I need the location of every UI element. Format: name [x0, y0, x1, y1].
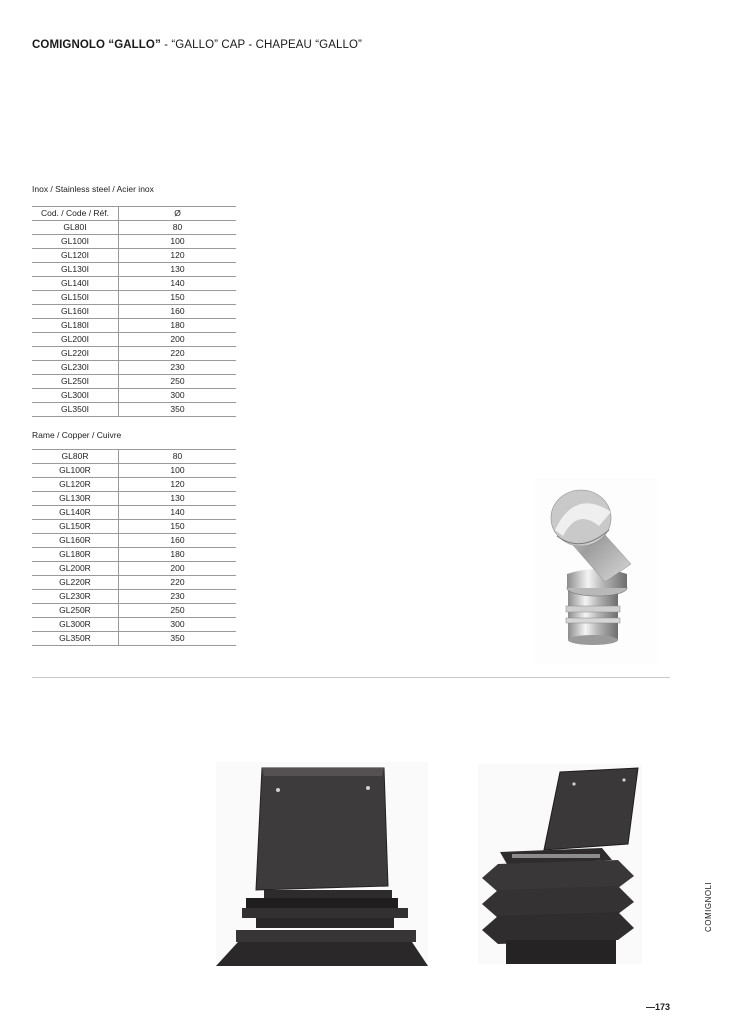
section-side-label: COMIGNOLI	[704, 881, 713, 932]
product-code: GL140I	[32, 277, 119, 291]
diameter-value: 350	[119, 403, 237, 417]
diameter-value: 120	[119, 249, 237, 263]
product-code: GL100R	[32, 464, 119, 478]
table-row	[32, 347, 236, 361]
product-code: GL250I	[32, 375, 119, 389]
table-row	[32, 506, 236, 520]
table-row	[32, 548, 236, 562]
table-row	[32, 333, 236, 347]
table-row	[32, 562, 236, 576]
table-row	[32, 464, 236, 478]
diameter-value: 140	[119, 506, 237, 520]
diameter-value: 130	[119, 263, 237, 277]
table-row	[32, 618, 236, 632]
product-code: GL220R	[32, 576, 119, 590]
table-row	[32, 361, 236, 375]
diameter-value: 100	[119, 464, 237, 478]
title-bold: COMIGNOLO “GALLO”	[32, 39, 161, 51]
diameter-value: 120	[119, 478, 237, 492]
page-title	[32, 39, 362, 51]
product-code: GL130I	[32, 263, 119, 277]
diameter-value: 200	[119, 333, 237, 347]
open-chimney-cap-photo	[216, 762, 428, 966]
table-row	[32, 319, 236, 333]
product-code: GL120R	[32, 478, 119, 492]
table-row	[32, 450, 236, 464]
table-row	[32, 235, 236, 249]
diameter-value: 230	[119, 361, 237, 375]
product-code: GL150R	[32, 520, 119, 534]
product-code: GL180R	[32, 548, 119, 562]
diameter-value: 220	[119, 576, 237, 590]
product-code: GL230R	[32, 590, 119, 604]
table-row	[32, 520, 236, 534]
code-column-header: Cod. / Code / Réf.	[32, 207, 119, 221]
table-row	[32, 277, 236, 291]
table-row	[32, 291, 236, 305]
diameter-value: 180	[119, 319, 237, 333]
table-header-row	[32, 207, 236, 221]
table-row	[32, 534, 236, 548]
diameter-value: 300	[119, 389, 237, 403]
table-row	[32, 375, 236, 389]
product-code: GL250R	[32, 604, 119, 618]
diameter-value: 250	[119, 375, 237, 389]
product-code: GL140R	[32, 506, 119, 520]
diameter-value: 200	[119, 562, 237, 576]
product-code: GL160R	[32, 534, 119, 548]
rame-label: Rame / Copper / Cuivre	[32, 430, 122, 440]
product-code: GL300R	[32, 618, 119, 632]
inox-label: Inox / Stainless steel / Acier inox	[32, 184, 154, 194]
table-row	[32, 221, 236, 235]
diameter-value: 250	[119, 604, 237, 618]
product-code: GL130R	[32, 492, 119, 506]
inox-table-body	[32, 221, 236, 417]
product-code: GL350I	[32, 403, 119, 417]
table-row	[32, 632, 236, 646]
page-number: —173	[646, 1002, 671, 1012]
table-row	[32, 590, 236, 604]
diameter-value: 100	[119, 235, 237, 249]
table-row	[32, 249, 236, 263]
rame-table	[32, 449, 236, 646]
product-code: GL350R	[32, 632, 119, 646]
table-row	[32, 492, 236, 506]
table-row	[32, 478, 236, 492]
product-code: GL300I	[32, 389, 119, 403]
table-row	[32, 305, 236, 319]
product-code: GL230I	[32, 361, 119, 375]
diameter-value: 350	[119, 632, 237, 646]
table-row	[32, 576, 236, 590]
diameter-column-header: Ø	[119, 207, 237, 221]
louvered-chimney-cap-photo	[478, 764, 642, 964]
diameter-value: 150	[119, 520, 237, 534]
product-code: GL120I	[32, 249, 119, 263]
product-code: GL180I	[32, 319, 119, 333]
diameter-value: 140	[119, 277, 237, 291]
inox-table	[32, 206, 236, 417]
table-row	[32, 263, 236, 277]
diameter-value: 130	[119, 492, 237, 506]
table-row	[32, 604, 236, 618]
diameter-value: 160	[119, 534, 237, 548]
stainless-cap-photo	[535, 478, 657, 664]
diameter-value: 180	[119, 548, 237, 562]
section-divider	[32, 677, 670, 678]
diameter-value: 220	[119, 347, 237, 361]
diameter-value: 300	[119, 618, 237, 632]
table-row	[32, 403, 236, 417]
diameter-value: 160	[119, 305, 237, 319]
product-code: GL80R	[32, 450, 119, 464]
title-rest: - “GALLO” CAP - CHAPEAU “GALLO”	[160, 39, 362, 51]
product-code: GL100I	[32, 235, 119, 249]
product-code: GL200R	[32, 562, 119, 576]
product-code: GL200I	[32, 333, 119, 347]
diameter-value: 80	[119, 450, 237, 464]
product-code: GL150I	[32, 291, 119, 305]
product-code: GL220I	[32, 347, 119, 361]
table-row	[32, 389, 236, 403]
product-code: GL160I	[32, 305, 119, 319]
diameter-value: 150	[119, 291, 237, 305]
rame-table-body	[32, 450, 236, 646]
diameter-value: 230	[119, 590, 237, 604]
product-code: GL80I	[32, 221, 119, 235]
diameter-value: 80	[119, 221, 237, 235]
